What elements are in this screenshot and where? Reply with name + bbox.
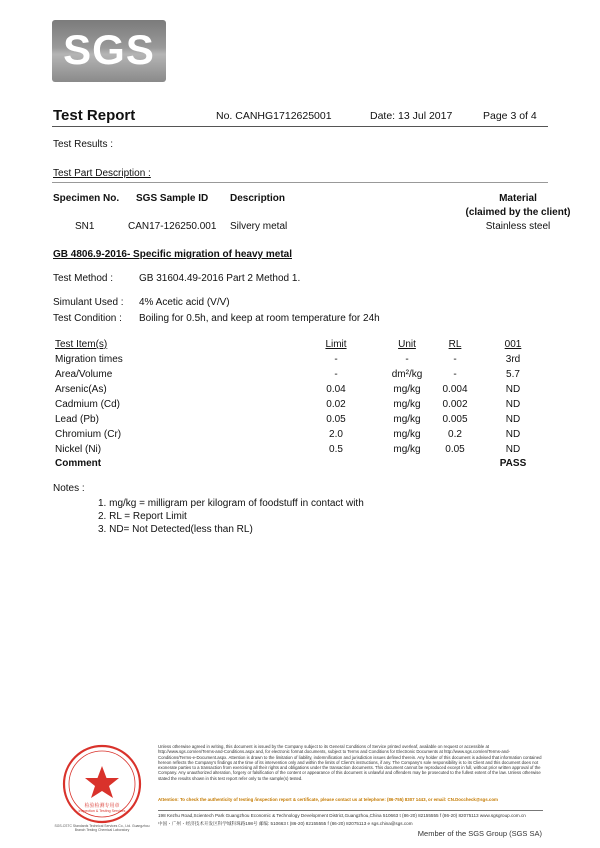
logo-text: SGS <box>63 26 155 73</box>
limit-value: - <box>334 354 338 365</box>
notes-label: Notes : <box>53 483 85 494</box>
material-header: Material <box>499 193 537 204</box>
test-item: Area/Volume <box>55 369 113 380</box>
rl-value: 0.005 <box>442 414 468 425</box>
unit-header: Unit <box>398 339 416 350</box>
sample-id-value: CAN17-126250.001 <box>128 221 217 232</box>
table-row <box>55 414 545 428</box>
description-header: Description <box>230 193 286 204</box>
test-method-value: GB 31604.49-2016 Part 2 Method 1. <box>139 273 301 284</box>
result-value: ND <box>505 399 521 410</box>
material-value: Stainless steel <box>485 221 551 232</box>
limit-value: 0.04 <box>326 384 346 395</box>
limit-value: 0.5 <box>329 444 343 455</box>
result-value: ND <box>505 444 521 455</box>
table-row <box>55 444 545 458</box>
note-item: 1. mg/kg = milligram per kilogram of foodstuff in contact with <box>98 498 364 509</box>
test-results-label: Test Results : <box>53 139 114 150</box>
test-item-header: Test Item(s) <box>55 339 108 350</box>
table-row <box>55 354 545 368</box>
result-value: ND <box>505 414 521 425</box>
unit-value: mg/kg <box>393 399 421 410</box>
rl-value: 0.004 <box>442 384 468 395</box>
limit-header: Limit <box>325 339 347 350</box>
limit-value: - <box>334 369 338 380</box>
comment-label: Comment <box>55 458 102 469</box>
table-row <box>55 399 545 413</box>
test-item: Arsenic(As) <box>55 384 107 395</box>
rl-value: - <box>453 354 457 365</box>
unit-value: mg/kg <box>393 429 421 440</box>
footer-address-cn: 中国・广州・经济技术开发区科学城科珠路198号 邮编: 510663 t (86-20) 82155555 f (86-20) 82075113 e sgs.china@sgs.com <box>158 821 413 826</box>
footer-divider <box>158 810 543 811</box>
test-part-description-label: Test Part Description : <box>53 168 151 179</box>
test-item: Lead (Pb) <box>55 414 99 425</box>
seal-sub-text: Inspection & Testing Services <box>78 809 126 813</box>
material-subheader: (claimed by the client) <box>465 207 571 218</box>
report-number: No. CANHG1712625001 <box>216 110 332 122</box>
test-item: Nickel (Ni) <box>55 444 102 455</box>
report-title: Test Report <box>53 107 136 124</box>
member-of-sgs-group: Member of the SGS Group (SGS SA) <box>417 829 542 838</box>
header-divider <box>52 126 548 127</box>
report-date: Date: 13 Jul 2017 <box>370 110 453 122</box>
condition-label: Test Condition : <box>53 313 122 324</box>
rl-value: 0.002 <box>442 399 468 410</box>
sgs-logo <box>52 20 166 82</box>
footer-disclaimer: Unless otherwise agreed in writing, this document is issued by the Company subject to its General Conditions of Service printed overleaf, available on request or accessible at http://www.sgs.com/en/Terms-and-Conditions.aspx and, for electronic format documents, subject to Terms and Conditions for Electronic Documents at http://www.sgs.com/en/Terms-and-Conditions/Terms-e-Document.aspx. Attention is drawn to the limitation of liability, indemnification and jurisdiction issues defined therein. Any holder of this document is advised that information contained hereon reflects the Company's findings at the time of its intervention only and within the limits of Client's instructions, if any. The Company's sole responsibility is to its Client and this document does not exonerate parties to a transaction from exercising all their rights and obligations under the transaction documents. This document cannot be reproduced except in full, without prior written approval of the Company. Any unauthorized alteration, forgery or falsification of the content or appearance of this document is unlawful and offenders may be prosecuted to the fullest extent of the law. Unless otherwise stated the results shown in this test report refer only to the sample(s) tested. <box>158 744 542 781</box>
seal-inner-text: 检验检测专用章 <box>84 803 120 809</box>
note-item: 2. RL = Report Limit <box>98 511 187 522</box>
result-value: ND <box>505 429 521 440</box>
unit-value: mg/kg <box>393 414 421 425</box>
official-seal <box>52 742 152 834</box>
page-number: Page 3 of 4 <box>483 110 537 122</box>
rl-value: 0.2 <box>448 429 462 440</box>
simulant-value: 4% Acetic acid (V/V) <box>139 297 230 308</box>
unit-value: mg/kg <box>393 444 421 455</box>
test-item: Migration times <box>55 354 123 365</box>
unit-value: - <box>405 354 409 365</box>
seal-org-text: SGS-CSTC Standards Technical Services Co., Ltd. Guangzhou Branch Testing Chemical Laboratory <box>54 824 150 832</box>
section-divider <box>52 182 548 183</box>
simulant-label: Simulant Used : <box>53 297 124 308</box>
note-item: 3. ND= Not Detected(less than RL) <box>98 524 253 535</box>
table-row <box>55 369 545 383</box>
test-item: Chromium (Cr) <box>55 429 122 440</box>
rl-value: 0.05 <box>445 444 465 455</box>
rl-header: RL <box>448 339 462 350</box>
limit-value: 2.0 <box>329 429 343 440</box>
seal-icon <box>52 742 152 834</box>
test-item: Cadmium (Cd) <box>55 399 121 410</box>
comment-result: PASS <box>499 458 527 469</box>
standard-title: GB 4806.9-2016- Specific migration of heavy metal <box>53 249 292 260</box>
result-value: 5.7 <box>506 369 520 380</box>
footer-address-en: 198 Kezhu Road,Scientech Park Guangzhou Economic & Technology Development District,Guangzhou,China 510663 t (86-20) 82155555 f (86-20) 82075113 www.sgsgroup.com.cn <box>158 813 526 818</box>
result-value: 3rd <box>505 354 521 365</box>
unit-value: dm²/kg <box>391 369 423 380</box>
result-value: ND <box>505 384 521 395</box>
limit-value: 0.02 <box>326 399 346 410</box>
description-value: Silvery metal <box>230 221 288 232</box>
limit-value: 0.05 <box>326 414 346 425</box>
test-method-label: Test Method : <box>53 273 114 284</box>
table-row <box>55 429 545 443</box>
condition-value: Boiling for 0.5h, and keep at room temperature for 24h <box>139 313 380 324</box>
unit-value: mg/kg <box>393 384 421 395</box>
results-header-row <box>55 339 545 353</box>
comment-row <box>55 458 545 472</box>
footer-attention: Attention: To check the authenticity of testing /inspection report & certificate, please contact us at telephone: (86-755) 8307 1443, or email: CN.Doccheck@sgs.com <box>158 797 498 802</box>
specimen-no-value: SN1 <box>75 221 95 232</box>
sample-001-header: 001 <box>504 339 522 350</box>
sample-id-header: SGS Sample ID <box>136 193 209 204</box>
table-row <box>55 384 545 398</box>
specimen-no-header: Specimen No. <box>53 193 120 204</box>
rl-value: - <box>453 369 457 380</box>
